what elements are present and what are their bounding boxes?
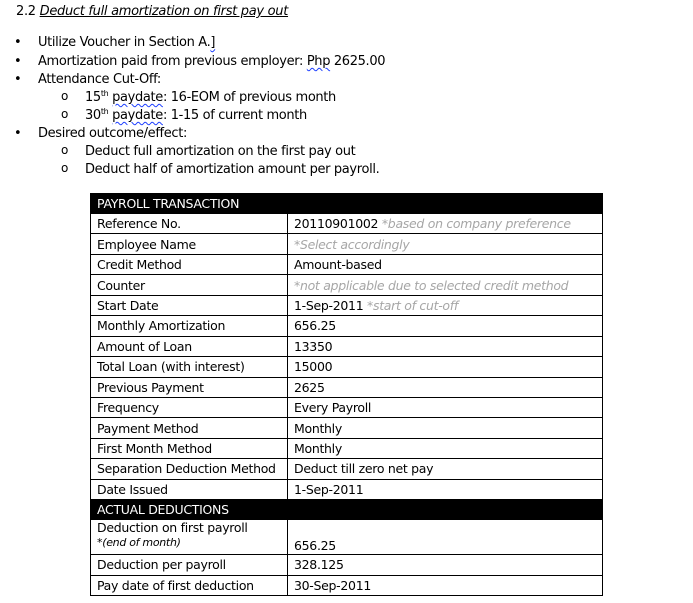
row-value [288,357,603,377]
value-text: 2625 [294,379,325,395]
table-row [91,555,603,575]
row-value [288,254,603,274]
value-text: 13350 [294,338,333,354]
row-value [288,479,603,499]
header-cell: PAYROLL TRANSACTION [91,194,603,214]
note-text: *start of cut-off [363,297,458,313]
row-value [288,336,603,356]
row-label: Deduction per payroll [91,555,288,575]
table-row [91,377,603,397]
note-text: *based on company preference [378,216,571,232]
row-value [288,459,603,479]
row-label: Deduction on first payroll *(end of month) [91,520,288,555]
payroll-transaction-table [90,193,603,596]
bullet-dot-icon: • [14,72,22,87]
table-row [91,295,603,315]
row-value [288,295,603,315]
row-label: Date Issued [91,479,288,499]
row-label: First Month Method [91,438,288,458]
row-label: Counter [91,275,288,295]
sub-bullet-item: o Deduct full amortization on the first pay out [61,143,356,159]
table-row [91,438,603,458]
table-header-deductions [91,500,603,520]
row-label: Amount of Loan [91,336,288,356]
row-value: 30-Sep-2011 [288,575,603,595]
circle-bullet-icon: o [61,89,68,103]
bullet-item: • Desired outcome/effect: [14,126,187,141]
row-label: Start Date [91,295,288,315]
note-text: *not applicable due to selected credit method [294,277,569,293]
table-row [91,316,603,336]
row-label: Total Loan (with interest) [91,357,288,377]
table-row [91,397,603,417]
row-value [288,397,603,417]
circle-bullet-icon: o [61,161,68,175]
table-header-payroll [91,194,603,214]
table-row [91,418,603,438]
section-heading [16,4,288,19]
row-label: Employee Name [91,234,288,254]
row-value [288,316,603,336]
table-row [91,336,603,356]
row-value [288,418,603,438]
value-text: 1-Sep-2011 [294,297,364,313]
bullet-dot-icon: • [14,126,22,141]
row-label: Pay date of first deduction [91,575,288,595]
bullet-item: • Amortization paid from previous employer: Php 2625.00 [14,54,386,69]
table-row [91,234,603,254]
circle-bullet-icon: o [61,107,68,121]
bullet-dot-icon: • [14,54,22,69]
row-label: Separation Deduction Method [91,459,288,479]
table-row [91,357,603,377]
row-label: Monthly Amortization [91,316,288,336]
row-value [288,214,603,234]
bullet-item: • Attendance Cut-Off: [14,72,161,87]
value-text: 20110901002 [294,216,379,232]
row-sublabel: *(end of month) [97,536,181,550]
table-row [91,520,603,555]
sub-bullet-item: o 15th paydate: 16-EOM of previous month [61,89,336,105]
value-text: Every Payroll [294,400,372,416]
row-value [288,377,603,397]
row-label: Reference No. [91,214,288,234]
value-text: Monthly [294,420,342,436]
row-value [288,438,603,458]
value-text: 15000 [294,359,333,375]
circle-bullet-icon: o [61,143,68,157]
bullet-item: • Utilize Voucher in Section A.] [14,35,216,50]
table-row [91,479,603,499]
row-value [288,275,603,295]
row-value: 656.25 [288,520,603,555]
value-text: 656.25 [294,318,336,334]
row-value: 328.125 [288,555,603,575]
note-text: *Select accordingly [294,236,410,252]
row-value [288,234,603,254]
value-text: 1-Sep-2011 [294,481,364,497]
value-text: Amount-based [294,257,382,273]
table-row [91,254,603,274]
table-row [91,575,603,595]
table-row [91,459,603,479]
row-label: Frequency [91,397,288,417]
row-label: Payment Method [91,418,288,438]
row-label: Previous Payment [91,377,288,397]
table-row [91,214,603,234]
sub-bullet-item: o 30th paydate: 1-15 of current month [61,107,307,123]
header-cell: ACTUAL DEDUCTIONS [91,500,603,520]
sub-bullet-item: o Deduct half of amortization amount per payroll. [61,161,380,177]
section-number: 2.2 [16,4,36,19]
value-text: Deduct till zero net pay [294,461,434,477]
table-row [91,275,603,295]
row-label: Credit Method [91,254,288,274]
bullet-dot-icon: • [14,35,22,50]
value-text: Monthly [294,441,342,457]
section-title: Deduct full amortization on first pay out [39,4,289,19]
